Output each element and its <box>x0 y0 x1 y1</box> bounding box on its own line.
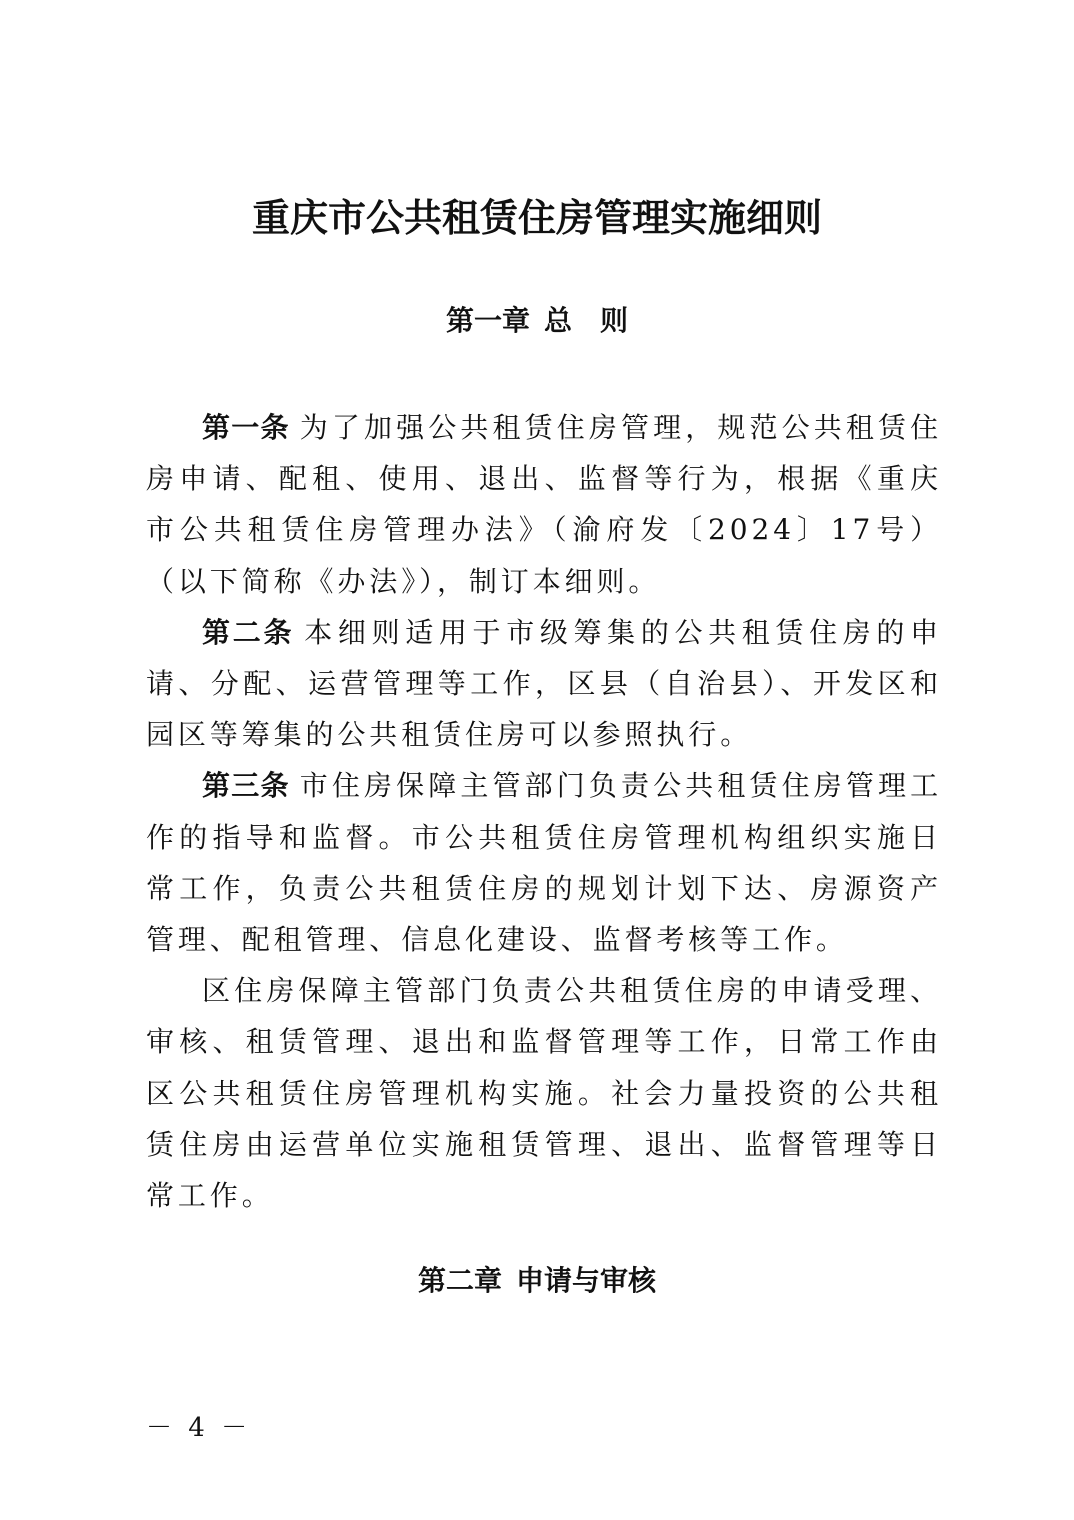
article-label: 第三条 <box>202 769 290 803</box>
chapter-name: 申请与审核 <box>516 1264 657 1297</box>
document-title: 重庆市公共租赁住房管理实施细则 <box>251 195 822 240</box>
continuation-paragraph <box>146 965 942 1221</box>
article-text: 为了加强公共租赁住房管理，规范公共租赁住房申请、配租、使用、退出、监督等行为，根据《重庆市公共租赁住房管理办法》（渝府发〔2024〕17号）（以下简称《办法》），制订本细则。 <box>146 411 942 598</box>
article-label: 第二条 <box>202 615 295 649</box>
chapter-heading-general <box>0 301 1074 341</box>
chapter-number: 第一章 <box>445 304 530 337</box>
chapter-number: 第二章 <box>417 1264 502 1297</box>
article-text: 市住房保障主管部门负责公共租赁住房管理工作的指导和监督。市公共租赁住房管理机构组织实施日常工作，负责公共租赁住房的规划计划下达、房源资产管理、配租管理、信息化建设、监督考核等工作。 <box>146 769 942 957</box>
article-paragraph <box>146 607 942 761</box>
chapter-one-body <box>146 402 942 1221</box>
paragraph-text: 区住房保障主管部门负责公共租赁住房的申请受理、审核、租赁管理、退出和监督管理等工作，日常工作由区公共租赁住房管理机构实施。社会力量投资的公共租赁住房由运营单位实施租赁管理、退出、监督管理等日常工作。 <box>146 974 942 1213</box>
article-label: 第一条 <box>202 411 290 444</box>
article-paragraph <box>146 402 942 607</box>
article-text: 本细则适用于市级筹集的公共租赁住房的申请、分配、运营管理等工作，区县（自治县）、开发区和园区等筹集的公共租赁住房可以参照执行。 <box>146 615 942 752</box>
article-paragraph <box>146 760 942 965</box>
chapter-heading-application <box>0 1261 1074 1301</box>
chapter-name: 总 则 <box>544 304 629 337</box>
page-number: － 4 － <box>146 1413 252 1443</box>
